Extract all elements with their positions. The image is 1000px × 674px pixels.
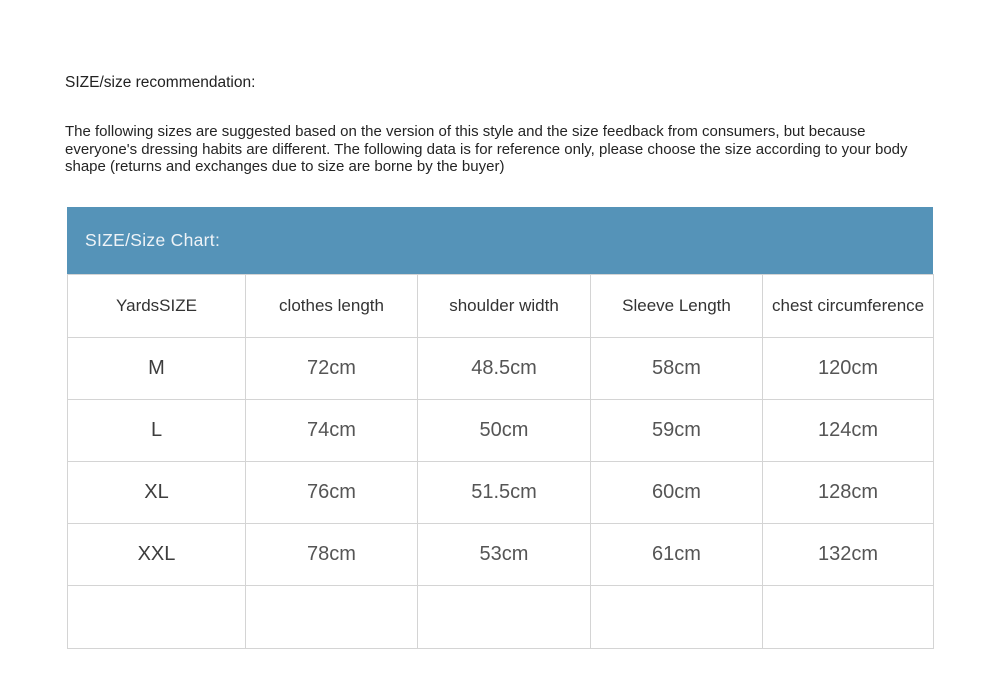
- cell-sleeve-length: 59cm: [591, 400, 763, 462]
- cell-clothes-length: 78cm: [246, 524, 418, 586]
- cell-chest-circumference: 124cm: [763, 400, 934, 462]
- table-row-l: [68, 400, 934, 462]
- cell-shoulder-width: 48.5cm: [418, 338, 591, 400]
- cell-shoulder-width: [418, 586, 591, 649]
- cell-sleeve-length: 61cm: [591, 524, 763, 586]
- cell-sleeve-length: [591, 586, 763, 649]
- cell-clothes-length: 72cm: [246, 338, 418, 400]
- cell-chest-circumference: [763, 586, 934, 649]
- cell-size: XL: [68, 462, 246, 524]
- cell-clothes-length: 74cm: [246, 400, 418, 462]
- cell-size: L: [68, 400, 246, 462]
- table-row-xl: [68, 462, 934, 524]
- cell-shoulder-width: 51.5cm: [418, 462, 591, 524]
- cell-shoulder-width: 50cm: [418, 400, 591, 462]
- table-row-xxl: [68, 524, 934, 586]
- cell-clothes-length: 76cm: [246, 462, 418, 524]
- table-row-m: [68, 338, 934, 400]
- column-header-size: YardsSIZE: [68, 275, 246, 338]
- cell-sleeve-length: 58cm: [591, 338, 763, 400]
- cell-size: M: [68, 338, 246, 400]
- column-header-clothes-length: clothes length: [246, 275, 418, 338]
- column-header-shoulder-width: shoulder width: [418, 275, 591, 338]
- size-table: [67, 274, 934, 649]
- cell-chest-circumference: 132cm: [763, 524, 934, 586]
- page-title: SIZE/size recommendation:: [65, 74, 256, 91]
- cell-chest-circumference: 128cm: [763, 462, 934, 524]
- table-header-row: [68, 275, 934, 338]
- size-recommendation-text: The following sizes are suggested based on the version of this style and the size feedback from consumers, but because everyone's dressing habits are different. The following data is for reference only, please choose the size according to your body shape (returns and exchanges due to size are borne by the buyer): [65, 123, 908, 175]
- size-chart-title: SIZE/Size Chart:: [85, 230, 221, 250]
- size-chart-header: [67, 207, 933, 274]
- cell-size: XXL: [68, 524, 246, 586]
- cell-sleeve-length: 60cm: [591, 462, 763, 524]
- column-header-chest-circumference: chest circumference: [763, 275, 934, 338]
- cell-size: [68, 586, 246, 649]
- column-header-sleeve-length: Sleeve Length: [591, 275, 763, 338]
- cell-chest-circumference: 120cm: [763, 338, 934, 400]
- cell-shoulder-width: 53cm: [418, 524, 591, 586]
- table-row-empty: [68, 586, 934, 649]
- cell-clothes-length: [246, 586, 418, 649]
